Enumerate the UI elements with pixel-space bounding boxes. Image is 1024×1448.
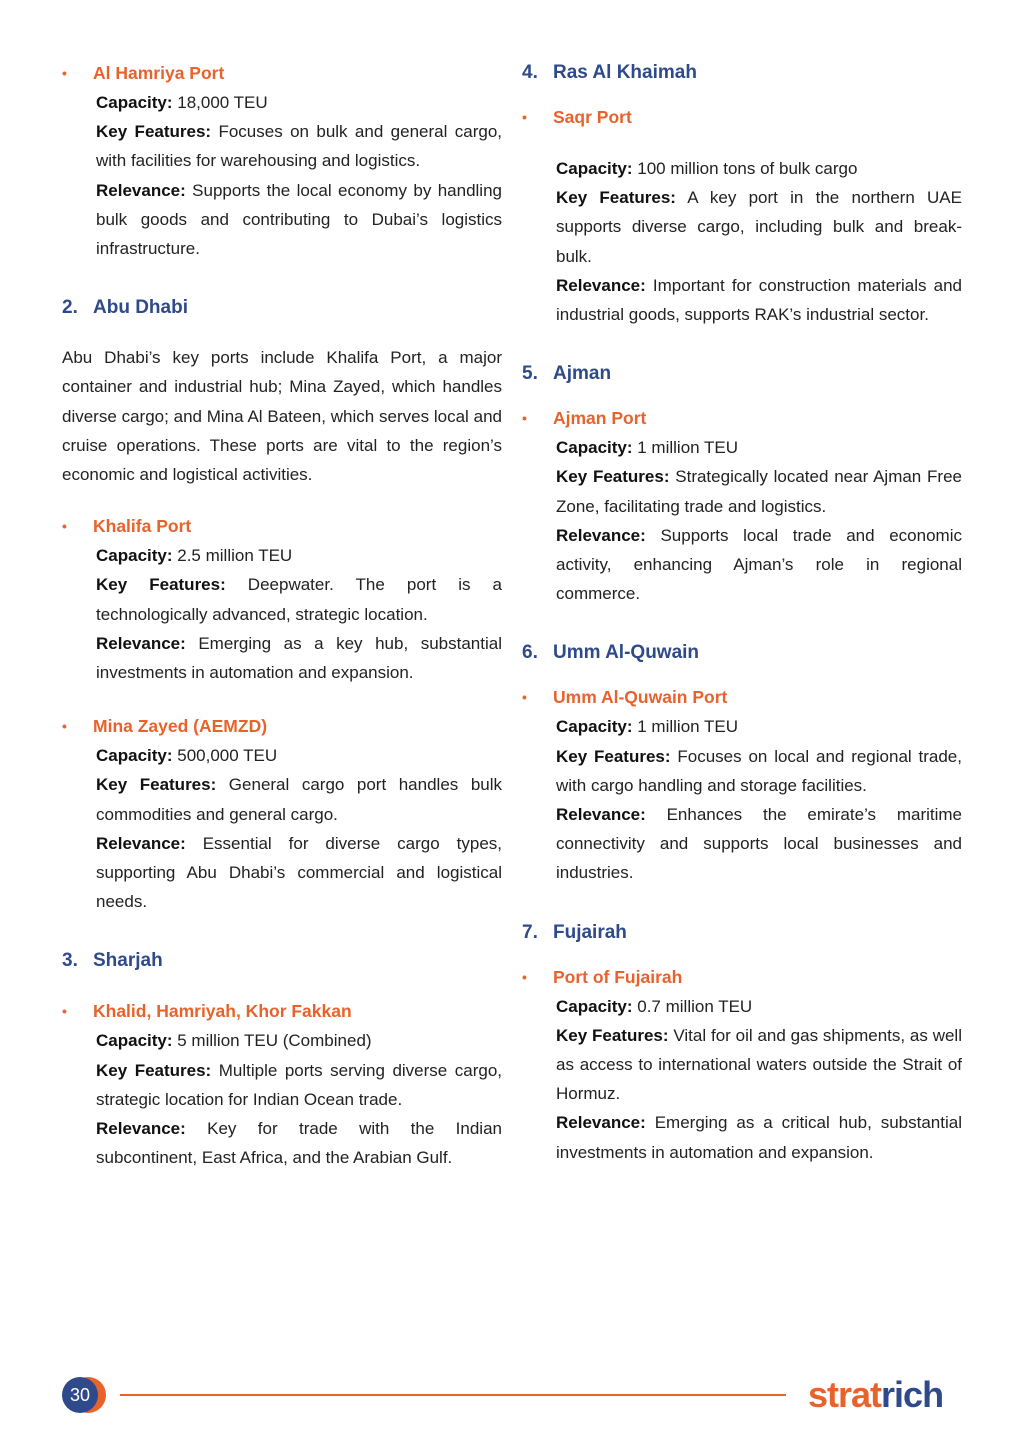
features-line: Key Features: A key port in the northern UAE supports diverse cargo, including bulk and break-bulk.: [556, 188, 962, 266]
features-line: Key Features: Deepwater. The port is a technologically advanced, strategic location.: [96, 575, 503, 624]
section-description: Abu Dhabi’s key ports include Khalifa Port, a major container and industrial hub; Mina Zayed, which handles diverse cargo; and Mina Al Bateen, which serves local and cruise operations. These ports are vital to the region’s economic and logistical activities.: [62, 348, 502, 485]
port-heading: • Umm Al-Quwain Port: [522, 682, 962, 712]
relevance-line: Relevance: Key for trade with the Indian subcontinent, East Africa, and the Arabian Gulf.: [96, 1119, 502, 1168]
features-line: Key Features: Strategically located near Ajman Free Zone, facilitating trade and logistics.: [556, 467, 962, 516]
port-al-hamriya: [62, 58, 502, 263]
capacity-line: Capacity: 0.7 million TEU: [556, 996, 753, 1016]
bullet-icon: •: [62, 1003, 67, 1020]
relevance-line: Relevance: Enhances the emirate’s maritime connectivity and supports local businesses and industries.: [556, 805, 962, 883]
bullet-icon: •: [522, 410, 527, 427]
bullet-icon: •: [522, 968, 527, 985]
port-heading: • Saqr Port: [522, 102, 962, 132]
footer-divider: [120, 1394, 786, 1396]
section-title-sharjah: 3. Sharjah: [62, 950, 163, 972]
bullet-icon: •: [62, 718, 67, 735]
right-column: [522, 58, 962, 1191]
capacity-line: Capacity: 500,000 TEU: [96, 746, 278, 766]
bullet-icon: •: [522, 109, 527, 125]
section-title-fujairah: 7. Fujairah: [522, 921, 627, 943]
capacity-line: Capacity: 2.5 million TEU: [96, 546, 293, 566]
features-line: Key Features: General cargo port handles bulk commodities and general cargo.: [96, 775, 503, 824]
features-line: Key Features: Vital for oil and gas shipments, as well as access to international waters outside the Strait of Hormuz.: [556, 1025, 962, 1104]
port-khalifa: [62, 511, 502, 687]
capacity-line: Capacity: 1 million TEU: [556, 438, 739, 458]
left-column: [62, 58, 502, 1196]
capacity-line: Capacity: 5 million TEU (Combined): [96, 1031, 372, 1051]
relevance-line: Relevance: Essential for diverse cargo types, supporting Abu Dhabi’s commercial and logistical needs.: [96, 833, 502, 912]
features-line: Key Features: Focuses on local and regional trade, with cargo handling and storage facilities.: [556, 746, 962, 795]
relevance-line: Relevance: Supports the local economy by handling bulk goods and contributing to Dubai’s logistics infrastructure.: [96, 180, 502, 259]
port-heading: • Khalifa Port: [62, 511, 502, 541]
port-umm-al-quwain: [522, 682, 962, 887]
relevance-line: Relevance: Supports local trade and economic activity, enhancing Ajman’s role in regional commerce.: [556, 525, 962, 604]
port-sharjah: [62, 996, 502, 1172]
port-heading: • Port of Fujairah: [522, 962, 962, 992]
bullet-icon: •: [62, 65, 67, 81]
section-title-ajman: 5. Ajman: [522, 363, 612, 385]
section-title-abu-dhabi: 2. Abu Dhabi: [62, 297, 188, 319]
features-line: Key Features: Focuses on bulk and general cargo, with facilities for warehousing and logistics.: [96, 122, 502, 171]
capacity-line: Capacity: 18,000 TEU: [96, 93, 268, 112]
page-number-badge: 30: [62, 1377, 98, 1413]
port-heading: • Mina Zayed (AEMZD): [62, 711, 502, 741]
bullet-icon: •: [522, 689, 527, 706]
section-title-ras-al-khaimah: 4. Ras Al Khaimah: [522, 62, 697, 83]
port-heading: • Ajman Port: [522, 403, 962, 433]
bullet-icon: •: [62, 518, 67, 535]
capacity-line: Capacity: 100 million tons of bulk cargo: [556, 159, 858, 178]
port-ajman: [522, 403, 962, 608]
port-saqr: [522, 102, 962, 329]
relevance-line: Relevance: Important for construction materials and industrial goods, supports RAK’s industrial sector.: [556, 275, 962, 325]
port-fujairah: [522, 962, 962, 1167]
port-heading: • Al Hamriya Port: [62, 58, 502, 88]
stratrich-logo: stratrich: [808, 1374, 944, 1415]
relevance-line: Relevance: Emerging as a key hub, substantial investments in automation and expansion.: [96, 633, 502, 683]
port-mina-zayed: [62, 711, 502, 916]
capacity-line: Capacity: 1 million TEU: [556, 717, 739, 737]
page-footer: [0, 1370, 1024, 1420]
features-line: Key Features: Multiple ports serving diverse cargo, strategic location for Indian Ocean trade.: [96, 1060, 503, 1109]
port-heading: • Khalid, Hamriyah, Khor Fakkan: [62, 996, 502, 1026]
section-title-umm-al-quwain: 6. Umm Al-Quwain: [522, 642, 700, 664]
relevance-line: Relevance: Emerging as a critical hub, substantial investments in automation and expansion.: [556, 1113, 962, 1162]
